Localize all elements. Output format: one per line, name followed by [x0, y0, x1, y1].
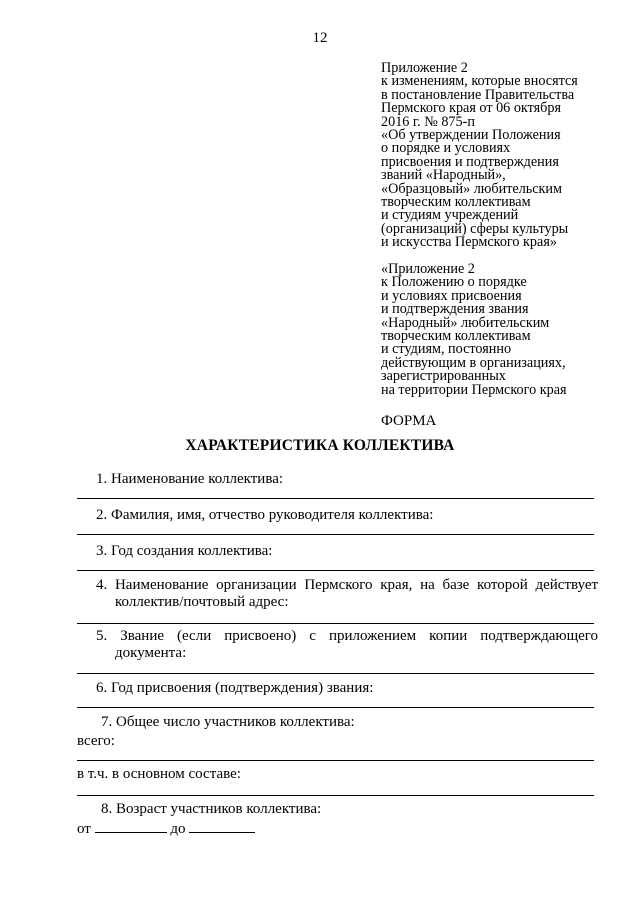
annex-line: «Народный» любительским	[381, 314, 550, 331]
page-number: 12	[312, 30, 328, 46]
item-7-total-label: всего:	[77, 733, 115, 749]
annex-line: (организаций) сферы культуры	[381, 220, 569, 237]
annex-line: «Приложение 2	[381, 261, 475, 277]
item-7-main-fill-line	[77, 795, 594, 796]
item-2-fill-line	[77, 534, 594, 535]
item-1-fill-line	[77, 498, 594, 499]
annex-line: и студиям, постоянно	[381, 341, 512, 358]
annex-line: и студиям учреждений	[381, 207, 519, 224]
annex-line: к изменениям, которые вносятся	[381, 73, 578, 90]
item-8-to-label: до	[170, 821, 186, 837]
item-5-label-line1: 5. Звание (если присвоено) с приложением копии подтверждающего	[96, 628, 599, 644]
item-8-label: 8. Возраст участников коллектива:	[101, 801, 322, 817]
annex-line: Приложение 2	[381, 60, 468, 76]
item-4-label-line2: коллектив/почтовый адрес:	[115, 594, 289, 610]
annex-line: и подтверждения звания	[381, 301, 529, 318]
annex-header	[381, 62, 578, 250]
item-3-fill-line	[77, 570, 594, 571]
item-5-fill-line	[77, 673, 594, 674]
item-2-label: 2. Фамилия, имя, отчество руководителя коллектива:	[96, 507, 434, 523]
annex-line: Пермского края от 06 октября	[381, 100, 561, 117]
annex-subheader	[381, 263, 567, 397]
item-8-from-label: от	[77, 821, 91, 837]
item-7-label: 7. Общее число участников коллектива:	[101, 714, 355, 730]
annex-line: присвоения и подтверждения	[381, 153, 559, 170]
annex-line: и искусства Пермского края»	[381, 234, 557, 251]
item-4-fill-line	[77, 623, 594, 624]
annex-line: зарегистрированных	[381, 368, 506, 385]
annex-line: на территории Пермского края	[381, 381, 567, 398]
item-6-label: 6. Год присвоения (подтверждения) звания:	[96, 680, 374, 696]
annex-line: и условиях присвоения	[381, 287, 522, 304]
annex-line: «Образцовый» любительским	[381, 180, 563, 197]
annex-line: в постановление Правительства	[381, 86, 575, 103]
item-6-fill-line	[77, 707, 594, 708]
item-7-main-label: в т.ч. в основном составе:	[77, 766, 241, 782]
annex-line: к Положению о порядке	[381, 274, 527, 291]
annex-line: творческим коллективам	[381, 194, 531, 211]
item-8-from-blank	[95, 820, 167, 833]
annex-line: творческим коллективам	[381, 328, 531, 345]
annex-line: о порядке и условиях	[381, 140, 511, 157]
item-5-label-line2: документа:	[115, 645, 187, 661]
annex-line: «Об утверждении Положения	[381, 127, 561, 144]
item-4-label-line1: 4. Наименование организации Пермского края, на базе которой действует	[96, 577, 599, 593]
item-7-total-fill-line	[77, 760, 594, 761]
item-1-label: 1. Наименование коллектива:	[96, 471, 284, 487]
document-title: ХАРАКТЕРИСТИКА КОЛЛЕКТИВА	[185, 437, 455, 454]
annex-line: 2016 г. № 875-п	[381, 113, 475, 130]
item-8-range	[77, 820, 255, 838]
form-label: ФОРМА	[381, 413, 437, 429]
item-8-to-blank	[189, 820, 255, 833]
item-3-label: 3. Год создания коллектива:	[96, 543, 273, 559]
annex-line: действующим в организациях,	[381, 354, 566, 371]
annex-line: званий «Народный»,	[381, 167, 506, 184]
